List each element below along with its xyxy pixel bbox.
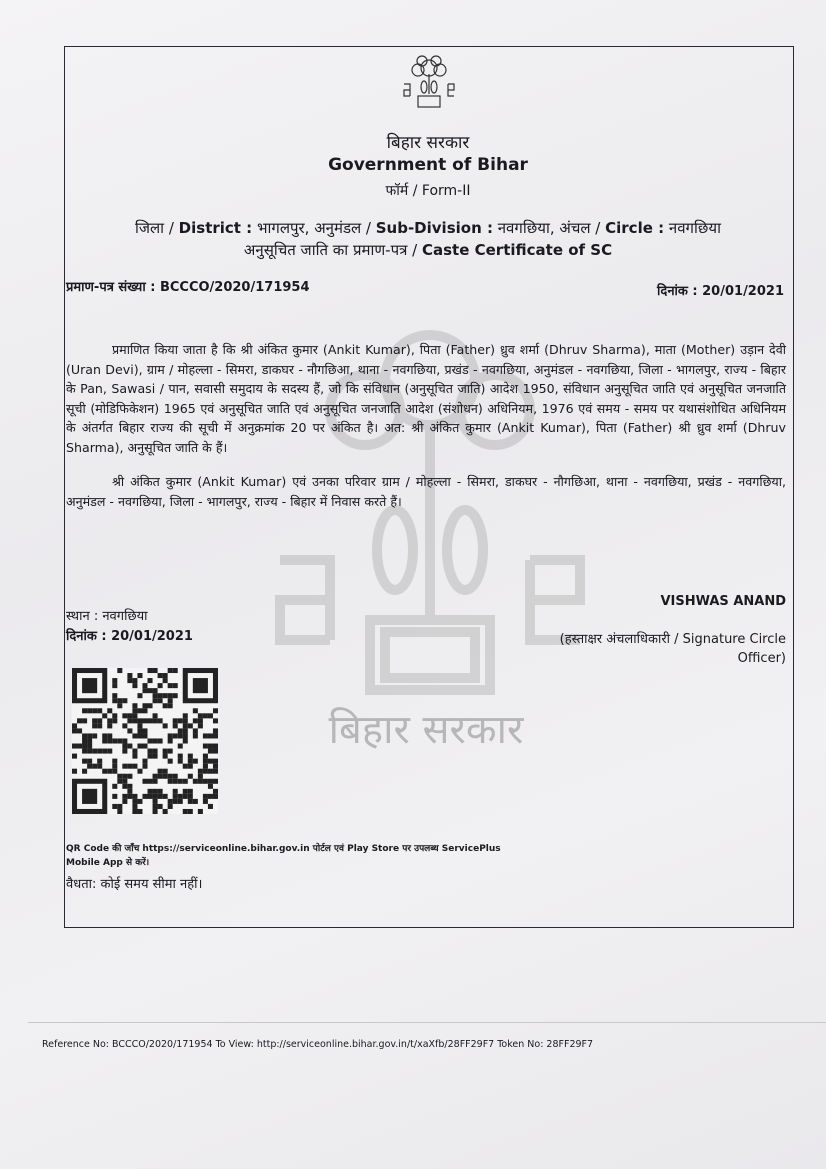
place: स्थान : नवगछिया	[66, 609, 148, 624]
divider	[28, 1022, 826, 1023]
signatory-name: VISHWAS ANAND	[660, 594, 786, 609]
qr-verification-note: QR Code की जाँच https://serviceonline.bihar.gov.in पोर्टल एवं Play Store पर उपलब्ध ServicePlus Mobile App से करें।	[66, 844, 501, 868]
certificate-paragraph-2: श्री अंकित कुमार (Ankit Kumar) एवं उनका परिवार ग्राम / मोहल्ला - सिमरा, डाकघर - नौगछिआ, थाना - नवगछिया, प्रखंड - नवगछिया, अनुमंडल - नवगछिया, जिला - भागलपुर, राज्य - बिहार में निवास करते हैं।	[66, 474, 786, 509]
title-english: Government of Bihar	[328, 155, 528, 175]
certificate-number: प्रमाण-पत्र संख्या : BCCCO/2020/171954	[66, 280, 310, 295]
certificate-paragraph-1: प्रमाणित किया जाता है कि श्री अंकित कुमार (Ankit Kumar), पिता (Father) ध्रुव शर्मा (Dhruv Sharma), माता (Mother) उड़ान देवी (Uran Devi), ग्राम / मोहल्ला - सिमरा, डाकघर - नौगछिआ, थाना - नवगछिया, प्रखंड - नवगछिया, अनुमंडल - नवगछिया, जिला - भागलपुर, राज्य - बिहार के Pan, Sawasi / पान, सवासी समुदाय के सदस्य हैं, जो कि संविधान (अनुसूचित जाति) आदेश 1950, संविधान अनुसूचित जाति एवं अनुसूचित जनजाति सूची (मोडिफिकेशन) 1965 एवं अनुसूचित जाति एवं अनुसूचित जनजाति आदेश (संशोधन) अधिनियम, 1976 एवं समय - समय पर यथासंशोधित अधिनियम के अंतर्गत बिहार राज्य की सूची में अनुक्रमांक 20 पर अंकित है। अत: श्री अंकित कुमार (Ankit Kumar), पिता (Father) श्री ध्रुव शर्मा (Dhruv Sharma), अनुसूचित जाति के हैं।	[66, 342, 786, 455]
issue-date: दिनांक : 20/01/2021	[66, 629, 193, 644]
certificate-date: दिनांक : 20/01/2021	[657, 284, 784, 299]
form-label: फॉर्म / Form-II	[385, 183, 471, 199]
watermark-text: बिहार सरकार	[328, 707, 524, 753]
reference-line: Reference No: BCCCO/2020/171954 To View: http://serviceonline.bihar.gov.in/t/xaXfb/28FF29F7 Token No: 28FF29F7	[42, 1039, 594, 1050]
validity-note: वैधता: कोई समय सीमा नहीं।	[66, 877, 203, 892]
signatory-role: (हस्ताक्षर अंचलाधिकारी / Signature Circle Officer)	[559, 632, 786, 666]
district-line: जिला / District : भागलपुर, अनुमंडल / Sub-Division : नवगछिया, अंचल / Circle : नवगछिया	[135, 219, 721, 237]
title-hindi: बिहार सरकार	[386, 133, 470, 153]
certificate-type: अनुसूचित जाति का प्रमाण-पत्र / Caste Certificate of SC	[243, 241, 613, 259]
bihar-emblem-icon	[398, 54, 460, 110]
qr-code-icon	[72, 668, 218, 814]
